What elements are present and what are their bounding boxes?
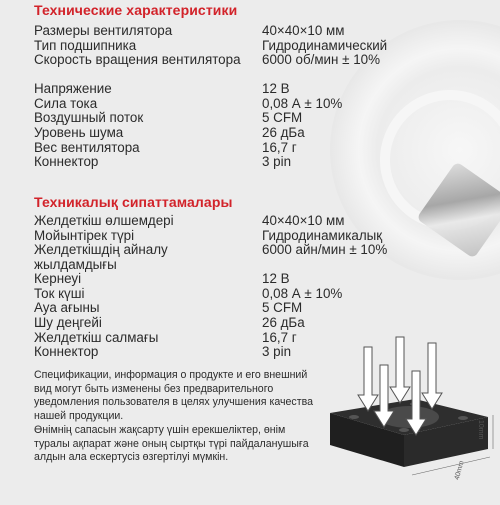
spec-list-ru [34,24,444,170]
spec-label: Ауа ағыны [34,300,100,316]
spec-row [34,24,444,39]
spec-title-ru: Технические характеристики [34,2,238,18]
spec-row [34,301,444,316]
spec-row [34,111,444,126]
spec-value: 12 В [262,81,290,97]
spec-value: 16,7 г [262,139,297,155]
disclaimer-kz: Өнімнің сапасын жақсарту үшін ерекшеліктер, өнім туралы ақпарат және оның сыртқы түрі пайдаланушыға алдын ала ескертусіз өзгертілуі мүмкін. [34,424,309,464]
spec-label: Коннектор [34,344,99,360]
spec-row [34,243,444,272]
spec-label: Желдеткіш салмағы [34,329,159,345]
spec-label: Ток күші [34,285,85,301]
spec-row [34,272,444,287]
spec-value: 26 дБа [262,124,305,140]
spec-label: Сила тока [34,95,98,111]
spec-label: Мойынтірек түрі [34,227,135,243]
spec-value: 12 В [262,271,290,287]
spec-label: Шу деңгейі [34,314,102,330]
spec-label: Напряжение [34,81,112,97]
spec-value: 6000 об/мин ± 10% [262,52,381,68]
spec-label: Вес вентилятора [34,139,140,155]
spec-row [34,53,444,82]
spec-row [34,97,444,112]
spec-value: Гидродинамический [262,37,388,53]
spec-value: 40×40×10 мм [262,213,345,228]
spec-label: Желдеткіш өлшемдері [34,213,174,228]
spec-value: 26 дБа [262,314,305,330]
spec-value: 5 CFM [262,300,303,316]
spec-row [34,287,444,302]
fan-diagram [320,325,500,500]
spec-row [34,39,444,54]
spec-label: Уровень шума [34,124,124,140]
spec-label: Воздушный поток [34,110,144,126]
airflow-arrow [358,347,378,411]
spec-title-kz: Техникалық сипаттамалары [34,194,233,210]
spec-value: Гидродинамикалық [262,227,383,243]
spec-value: 3 pin [262,344,292,360]
spec-value: 3 pin [262,154,292,170]
screw-hole [349,415,359,419]
spec-row [34,229,444,244]
fan-illustration [320,325,500,500]
spec-value: 0,08 А ± 10% [262,95,343,111]
spec-label: Кернеуі [34,271,82,287]
spec-label: Тип подшипника [34,37,137,53]
screw-hole [458,416,468,420]
spec-label: Скорость вращения вентилятора [34,52,241,68]
spec-value: 0,08 А ± 10% [262,285,343,301]
spec-value: 5 CFM [262,110,303,126]
spec-value: 6000 айн/мин ± 10% [262,242,388,258]
spec-label: Желдеткішдің айналу жылдамдығы [34,242,168,272]
spec-row [34,141,444,156]
height-dimension-label: 10mm [477,420,484,440]
spec-row [34,214,444,229]
spec-value: 40×40×10 мм [262,23,345,38]
width-dimension-label: 40mm [453,460,466,481]
spec-label: Размеры вентилятора [34,23,173,38]
spec-value: 16,7 г [262,329,297,345]
spec-row [34,82,444,97]
airflow-arrow [390,337,410,403]
spec-label: Коннектор [34,154,99,170]
spec-row [34,155,444,170]
disclaimer-ru: Спецификации, информация о продукте и его внешний вид могут быть изменены без предварительного уведомления пользователя в целях улучшения качества нашей продукции. [34,369,313,422]
spec-row [34,126,444,141]
screw-hole [399,428,409,432]
airflow-arrow [422,343,442,409]
